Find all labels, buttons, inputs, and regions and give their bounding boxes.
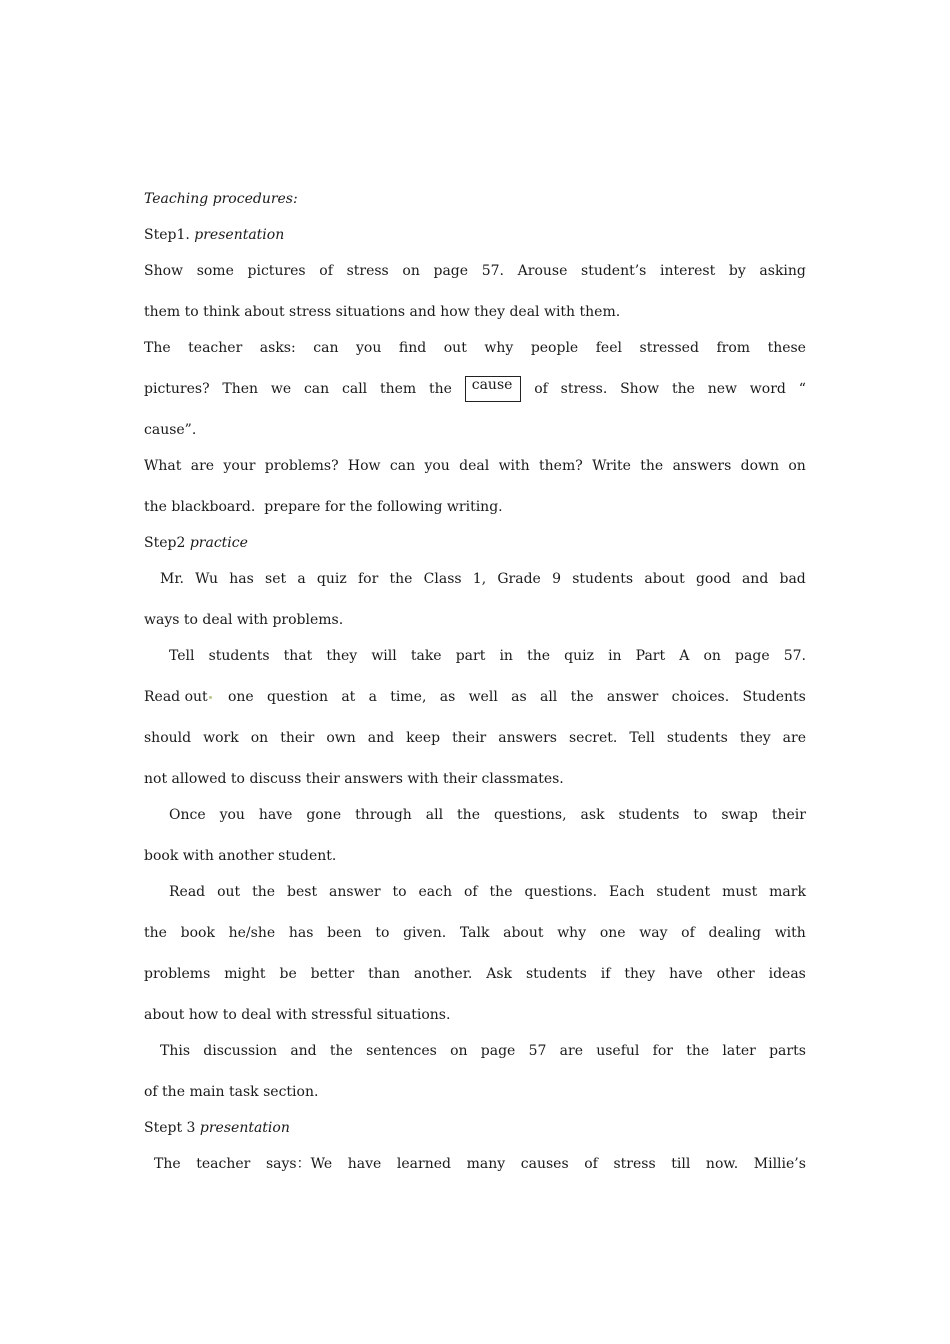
word: take	[410, 648, 442, 664]
word: some	[196, 263, 234, 279]
word: can	[303, 381, 330, 397]
word: the	[329, 1043, 353, 1059]
word: student’s	[581, 263, 647, 279]
word: useful	[596, 1043, 640, 1059]
word: swap	[721, 807, 758, 823]
para8-line1	[160, 1038, 806, 1064]
para7-line1	[169, 879, 806, 905]
word: deal	[459, 458, 490, 474]
word: in	[499, 648, 513, 664]
word: are	[559, 1043, 583, 1059]
word: mark	[769, 884, 806, 900]
word: questions,	[493, 807, 567, 823]
word: and	[367, 730, 395, 746]
step2-title: practice	[189, 535, 248, 551]
word: must	[722, 884, 758, 900]
word: other	[716, 966, 755, 982]
word: they	[624, 966, 656, 982]
word: dealing	[708, 925, 762, 941]
word: of	[584, 1156, 598, 1172]
para2-line2	[144, 376, 806, 402]
word: answer	[606, 689, 659, 705]
word: their	[771, 807, 806, 823]
read-out-text: Read out	[144, 684, 215, 710]
word: Once	[169, 807, 206, 823]
word: about	[644, 571, 685, 587]
para9-line1	[154, 1151, 806, 1177]
para5-line3	[144, 725, 806, 751]
word: work	[203, 730, 239, 746]
para5-line4: not allowed to discuss their answers with their classmates.	[144, 771, 564, 787]
word: 57	[528, 1043, 547, 1059]
word: people	[530, 340, 579, 356]
step1-title: presentation	[194, 227, 285, 243]
word: he/she	[228, 925, 276, 941]
word: pictures?	[144, 381, 210, 397]
word: students	[618, 807, 680, 823]
word: Class	[423, 571, 462, 587]
word: asking	[759, 263, 806, 279]
word: a	[368, 689, 377, 705]
word: quiz	[564, 648, 594, 664]
para3-line2: the blackboard. prepare for the following writing.	[144, 499, 503, 515]
para8-line2: of the main task section.	[144, 1084, 319, 1100]
word: ideas	[768, 966, 806, 982]
word: interest	[660, 263, 716, 279]
word: Then	[222, 381, 259, 397]
word: pictures	[247, 263, 306, 279]
word: the	[389, 571, 413, 587]
word: 9	[552, 571, 561, 587]
word: and	[290, 1043, 317, 1059]
para6-line2: book with another student.	[144, 848, 337, 864]
word: by	[728, 263, 746, 279]
word: through	[355, 807, 412, 823]
word: the	[671, 381, 695, 397]
word: Each	[609, 884, 645, 900]
word: teacher	[196, 1156, 251, 1172]
word: time,	[390, 689, 427, 705]
word: they	[326, 648, 358, 664]
word: be	[279, 966, 297, 982]
step3-label: Stept 3	[144, 1120, 196, 1136]
word: part	[455, 648, 486, 664]
word: in	[608, 648, 622, 664]
word: What	[144, 458, 182, 474]
word: asks:	[259, 340, 296, 356]
word: the	[428, 381, 452, 397]
word: Students	[742, 689, 806, 705]
word: have	[258, 807, 293, 823]
para2-line1	[144, 335, 806, 361]
word: later	[722, 1043, 756, 1059]
word: for	[652, 1043, 673, 1059]
word: book	[180, 925, 215, 941]
word: best	[287, 884, 318, 900]
word: can	[313, 340, 339, 356]
word: 1,	[472, 571, 487, 587]
word: page	[480, 1043, 516, 1059]
word: many	[466, 1156, 506, 1172]
word: Show	[620, 381, 660, 397]
word: on	[402, 263, 420, 279]
word: one	[227, 689, 254, 705]
word: one	[599, 925, 626, 941]
word: gone	[306, 807, 342, 823]
word: says：We	[265, 1156, 333, 1172]
word: bad	[779, 571, 806, 587]
word: set	[265, 571, 287, 587]
word: Arouse	[517, 263, 568, 279]
step3-title: presentation	[199, 1120, 290, 1136]
word: choices.	[671, 689, 730, 705]
word: Write	[592, 458, 631, 474]
word: answers	[672, 458, 732, 474]
word: of	[681, 925, 695, 941]
word: stress	[613, 1156, 656, 1172]
word: have	[347, 1156, 382, 1172]
word: students	[666, 730, 728, 746]
word: ask	[580, 807, 605, 823]
word: of	[534, 381, 548, 397]
para4-line2: ways to deal with problems.	[144, 612, 344, 628]
word: each	[418, 884, 453, 900]
para2-line3: cause”.	[144, 422, 197, 438]
word: the	[686, 1043, 710, 1059]
word: can	[389, 458, 416, 474]
word: given.	[403, 925, 447, 941]
word: students	[525, 966, 587, 982]
word: of	[319, 263, 333, 279]
word: Wu	[195, 571, 219, 587]
word: stress.	[560, 381, 608, 397]
word: why	[484, 340, 514, 356]
word: questions.	[524, 884, 598, 900]
word: on	[250, 730, 269, 746]
para3-line1	[144, 453, 806, 479]
word: secret.	[568, 730, 618, 746]
word: as	[439, 689, 456, 705]
word: the	[527, 648, 550, 664]
word: students	[572, 571, 634, 587]
word: This	[160, 1043, 191, 1059]
word: answer	[329, 884, 381, 900]
word: sentences	[366, 1043, 437, 1059]
word: about	[503, 925, 544, 941]
word: them	[379, 381, 417, 397]
word: for	[357, 571, 379, 587]
word: Show	[144, 263, 184, 279]
marker-dot	[209, 696, 212, 699]
para4-line1	[160, 566, 806, 592]
word: Millie’s	[753, 1156, 806, 1172]
word: a	[297, 571, 306, 587]
word: as	[511, 689, 527, 705]
para7-line3	[144, 961, 806, 987]
word: till	[671, 1156, 691, 1172]
para5-line2	[144, 684, 806, 710]
word: been	[327, 925, 362, 941]
word: on	[450, 1043, 468, 1059]
word: of	[463, 884, 478, 900]
word: word	[749, 381, 786, 397]
word: out	[443, 340, 467, 356]
word: Talk	[459, 925, 490, 941]
word: the	[252, 884, 276, 900]
word: new	[707, 381, 737, 397]
word: their	[452, 730, 487, 746]
word: they	[739, 730, 771, 746]
word: has	[288, 925, 314, 941]
step2-heading	[144, 530, 806, 556]
word: find	[398, 340, 427, 356]
word: well	[468, 689, 498, 705]
word: if	[600, 966, 611, 982]
word: stress	[346, 263, 389, 279]
word: Tell	[629, 730, 655, 746]
word: are	[782, 730, 806, 746]
word: them?	[539, 458, 583, 474]
word: will	[371, 648, 397, 664]
word: with	[498, 458, 530, 474]
word: all	[425, 807, 444, 823]
word: parts	[769, 1043, 806, 1059]
para7-line2	[144, 920, 806, 946]
word: 57.	[481, 263, 504, 279]
word: on	[788, 458, 806, 474]
word: to	[693, 807, 708, 823]
word: quiz	[316, 571, 347, 587]
word: are	[190, 458, 215, 474]
word: “	[798, 381, 806, 397]
word: on	[703, 648, 721, 664]
word: from	[716, 340, 751, 356]
word: you	[424, 458, 450, 474]
word: should	[144, 730, 192, 746]
para5-line1	[169, 643, 806, 669]
word: way	[639, 925, 668, 941]
word: student	[656, 884, 711, 900]
word: you	[356, 340, 382, 356]
word: to	[375, 925, 390, 941]
word: own	[326, 730, 356, 746]
word: answers	[498, 730, 557, 746]
word: than	[368, 966, 401, 982]
word: your	[223, 458, 256, 474]
step1-heading	[144, 222, 806, 248]
word: down	[740, 458, 779, 474]
word: at	[341, 689, 356, 705]
para6-line1	[169, 802, 806, 828]
word: out	[217, 884, 241, 900]
word: Part	[635, 648, 666, 664]
word: have	[669, 966, 703, 982]
word: Read	[169, 884, 206, 900]
word: problems?	[264, 458, 339, 474]
word: now.	[705, 1156, 739, 1172]
word: that	[283, 648, 313, 664]
word: the	[144, 925, 167, 941]
word: Mr.	[160, 571, 184, 587]
word: page	[433, 263, 469, 279]
word: call	[342, 381, 368, 397]
word: and	[741, 571, 769, 587]
word: learned	[396, 1156, 451, 1172]
word: their	[280, 730, 315, 746]
word: problems	[144, 966, 211, 982]
word: page	[735, 648, 770, 664]
word: A	[679, 648, 690, 664]
word: might	[224, 966, 266, 982]
word: 57.	[783, 648, 806, 664]
word: good	[695, 571, 731, 587]
teaching-procedures-heading: Teaching procedures:	[144, 191, 298, 207]
word: with	[774, 925, 806, 941]
word: How	[347, 458, 381, 474]
step3-heading	[144, 1115, 806, 1141]
word: The	[154, 1156, 181, 1172]
word: the	[489, 884, 513, 900]
word: students	[208, 648, 270, 664]
word: better	[310, 966, 355, 982]
word: the	[570, 689, 594, 705]
word: another.	[414, 966, 473, 982]
word: these	[767, 340, 806, 356]
word: question	[267, 689, 329, 705]
word: the	[457, 807, 480, 823]
step1-label: Step1.	[144, 227, 190, 243]
word: keep	[406, 730, 441, 746]
word: why	[557, 925, 587, 941]
word: we	[270, 381, 292, 397]
para1-line2: them to think about stress situations and how they deal with them.	[144, 304, 621, 320]
word: The	[144, 340, 171, 356]
word: discussion	[203, 1043, 278, 1059]
word: causes	[520, 1156, 569, 1172]
word: feel	[595, 340, 622, 356]
word: the	[640, 458, 664, 474]
word: Tell	[169, 648, 195, 664]
para1-line1	[144, 258, 806, 284]
word: has	[229, 571, 254, 587]
word: to	[392, 884, 407, 900]
step2-label: Step2	[144, 535, 186, 551]
word: stressed	[639, 340, 699, 356]
para7-line4: about how to deal with stressful situations.	[144, 1007, 451, 1023]
word: Grade	[497, 571, 541, 587]
word: teacher	[188, 340, 243, 356]
word: you	[219, 807, 245, 823]
word: all	[539, 689, 558, 705]
word: Ask	[486, 966, 513, 982]
cause-word-box: cause	[465, 376, 522, 402]
